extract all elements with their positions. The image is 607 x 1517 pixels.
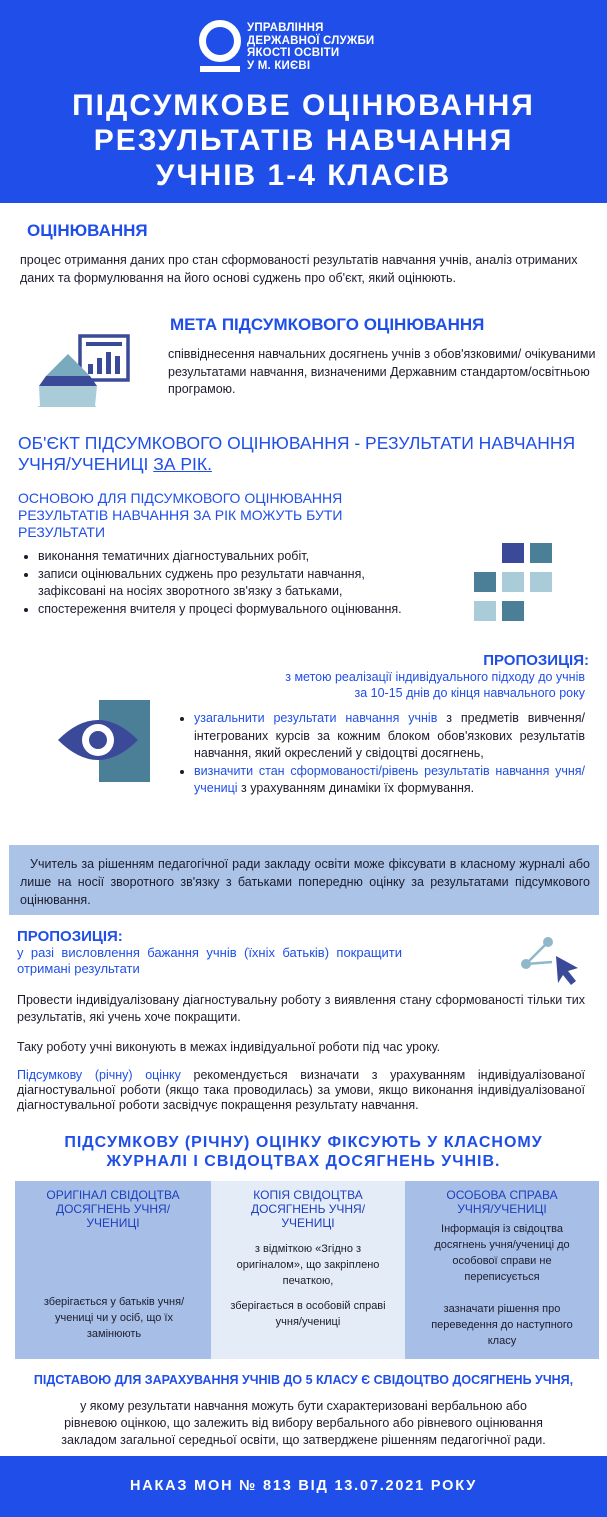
assessment-text: процес отримання даних про стан сформованості результатів навчання учнів, аналіз отриманих даних та формулювання на його основі суджень про об'єкт, який оцінюють. [20, 253, 578, 285]
column-text: зберігається в особовій справі учня/учениці [230, 1300, 386, 1328]
title-line: РЕЗУЛЬТАТІВ НАВЧАННЯ [93, 124, 514, 157]
page-title [0, 88, 607, 193]
column-copy [211, 1181, 405, 1359]
basis-heading: ОСНОВОЮ ДЛЯ ПІДСУМКОВОГО ОЦІНЮВАННЯ РЕЗУЛЬТАТІВ НАВЧАННЯ ЗА РІК МОЖУТЬ БУТИ РЕЗУЛЬТАТИ [18, 490, 343, 540]
proposal1-heading: ПРОПОЗИЦІЯ: [483, 652, 589, 669]
eye-icon [58, 698, 152, 784]
column-title: ОРИГІНАЛ СВІДОЦТВА ДОСЯГНЕНЬ УЧНЯ/ УЧЕНИЦІ [46, 1188, 180, 1230]
object-heading [18, 433, 598, 475]
proposal2-subheading: у разі висловлення бажання учнів (їхніх батьків) покращити отримані результати [17, 945, 402, 976]
org-line: У М. КИЄВІ [247, 59, 311, 72]
list-item: • спостереження вчителя у процесі формувального оцінювання. [38, 601, 404, 619]
proposal1-item1-text: з предметів вивчення/інтегрованих курсів за кожним блоком обов'язкових результатів навчання, який окреслений у свідоцтві досягнень, [194, 711, 585, 760]
record-heading-line: ЖУРНАЛІ І СВІДОЦТВАХ ДОСЯГНЕНЬ УЧНІВ. [106, 1153, 501, 1170]
org-line: УПРАВЛІННЯ [247, 22, 324, 34]
proposal1-item2-text: з урахуванням динаміки їх формування. [237, 781, 475, 795]
org-name [247, 22, 374, 72]
record-heading-line: ПІДСУМКОВУ (РІЧНУ) ОЦІНКУ ФІКСУЮТЬ У КЛАСНОМУ [64, 1134, 543, 1151]
title-line: ПІДСУМКОВЕ ОЦІНЮВАННЯ [72, 89, 535, 122]
column-text: з відміткою «Згідно з оригіналом», що закріплено печаткою, [236, 1243, 380, 1287]
logo-bar [200, 66, 240, 72]
squares-grid-icon [474, 543, 554, 623]
logo-icon [199, 20, 241, 62]
column-original [15, 1181, 211, 1359]
column-text: Інформація із свідоцтва досягнень учня/учениці до особової справи не переписується [434, 1223, 570, 1283]
list-item [194, 710, 585, 763]
proposal1-sub-line: з метою реалізації індивідуального підходу до учнів [285, 670, 585, 684]
object-heading-underlined: ЗА РІК. [153, 454, 212, 474]
proposal2-p3 [17, 1068, 585, 1113]
header-banner [0, 0, 607, 203]
list-item [194, 763, 585, 798]
proposal1-item2-highlight: визначити стан сформованості/рівень результатів навчання учня/учениці [194, 763, 585, 795]
org-line: ЯКОСТІ ОСВІТИ [247, 47, 340, 59]
column-title: ОСОБОВА СПРАВА УЧНЯ/УЧЕНИЦІ [446, 1188, 558, 1216]
chart-pyramid-icon [38, 334, 132, 408]
transfer-text: у якому результати навчання можуть бути схарактеризовані вербальною або рівневою оцінкою, що залежить від вибору вербального або рівневого оцінювання закладом загальної середньої освіти, що затверджене рішенням педагогічної ради. [61, 1399, 546, 1447]
proposal1-sub-line: за 10-15 днів до кінця навчального року [354, 686, 585, 700]
list-item: • записи оцінювальних суджень про результати навчання, зафіксовані на носіях зворотного зв'язку з батьками, [38, 566, 404, 601]
object-heading-text: ОБ'ЄКТ ПІДСУМКОВОГО ОЦІНЮВАННЯ - РЕЗУЛЬТАТИ НАВЧАННЯ УЧНЯ/УЧЕНИЦІ [18, 433, 576, 474]
basis-list [22, 548, 404, 618]
transfer-heading: ПІДСТАВОЮ ДЛЯ ЗАРАХУВАННЯ УЧНІВ ДО 5 КЛАСУ Є СВІДОЦТВО ДОСЯГНЕНЬ УЧНЯ, [33, 1373, 574, 1387]
document-columns [15, 1181, 599, 1359]
proposal2-p3-text: рекомендується визначати з урахуванням індивідуалізованої діагностувальної роботи (якщо така проводилась) за умови, якщо виконання індивідуалізованої діагностувальної роботи засвідчує покращення результату навчання. [17, 1068, 585, 1112]
goal-text: співвіднесення навчальних досягнень учнів з обов'язковими/ очікуваними результатами навчання, визначеними Державним стандартом/освітньою програмою. [168, 347, 596, 396]
proposal2-heading: ПРОПОЗИЦІЯ: [17, 928, 123, 945]
footer-banner [0, 1456, 607, 1517]
column-title: КОПІЯ СВІДОЦТВА ДОСЯГНЕНЬ УЧНЯ/ УЧЕНИЦІ [250, 1188, 366, 1230]
footer-text: НАКАЗ МОН № 813 ВІД 13.07.2021 РОКУ [129, 1478, 478, 1494]
proposal2-p2: Таку роботу учні виконують в межах індивідуальної роботи під час уроку. [17, 1040, 441, 1054]
record-heading [0, 1133, 607, 1171]
note-text: Учитель за рішенням педагогічної ради закладу освіти може фіксувати в класному журналі або лише на носії зворотного зв'язку з батьками попередню оцінку за результатами підсумкового оцінювання. [20, 857, 590, 907]
title-line: УЧНІВ 1-4 КЛАСІВ [155, 159, 452, 192]
list-item: • виконання тематичних діагностувальних робіт, [38, 548, 404, 566]
org-line: ДЕРЖАВНОЇ СЛУЖБИ [247, 34, 375, 47]
proposal1-list [178, 710, 585, 798]
column-personal-file [405, 1181, 599, 1359]
proposal1-item1-highlight: узагальнити результати навчання учнів [194, 711, 438, 725]
assessment-heading: ОЦІНЮВАННЯ [27, 221, 148, 240]
column-text: зберігається у батьків учня/ учениці чи у осіб, що їх замінюють [43, 1296, 185, 1340]
proposal2-p3-highlight: Підсумкову (річну) оцінку [17, 1068, 181, 1082]
goal-heading: МЕТА ПІДСУМКОВОГО ОЦІНЮВАННЯ [170, 315, 485, 334]
proposal2-p1: Провести індивідуалізовану діагностувальну роботу з виявлення стану сформованості тільки тих результатів, які учень хоче покращити. [17, 993, 585, 1024]
cursor-network-icon [520, 934, 584, 988]
proposal1-subheading [165, 669, 585, 701]
column-text: зазначати рішення про переведення до наступного класу [431, 1303, 573, 1347]
